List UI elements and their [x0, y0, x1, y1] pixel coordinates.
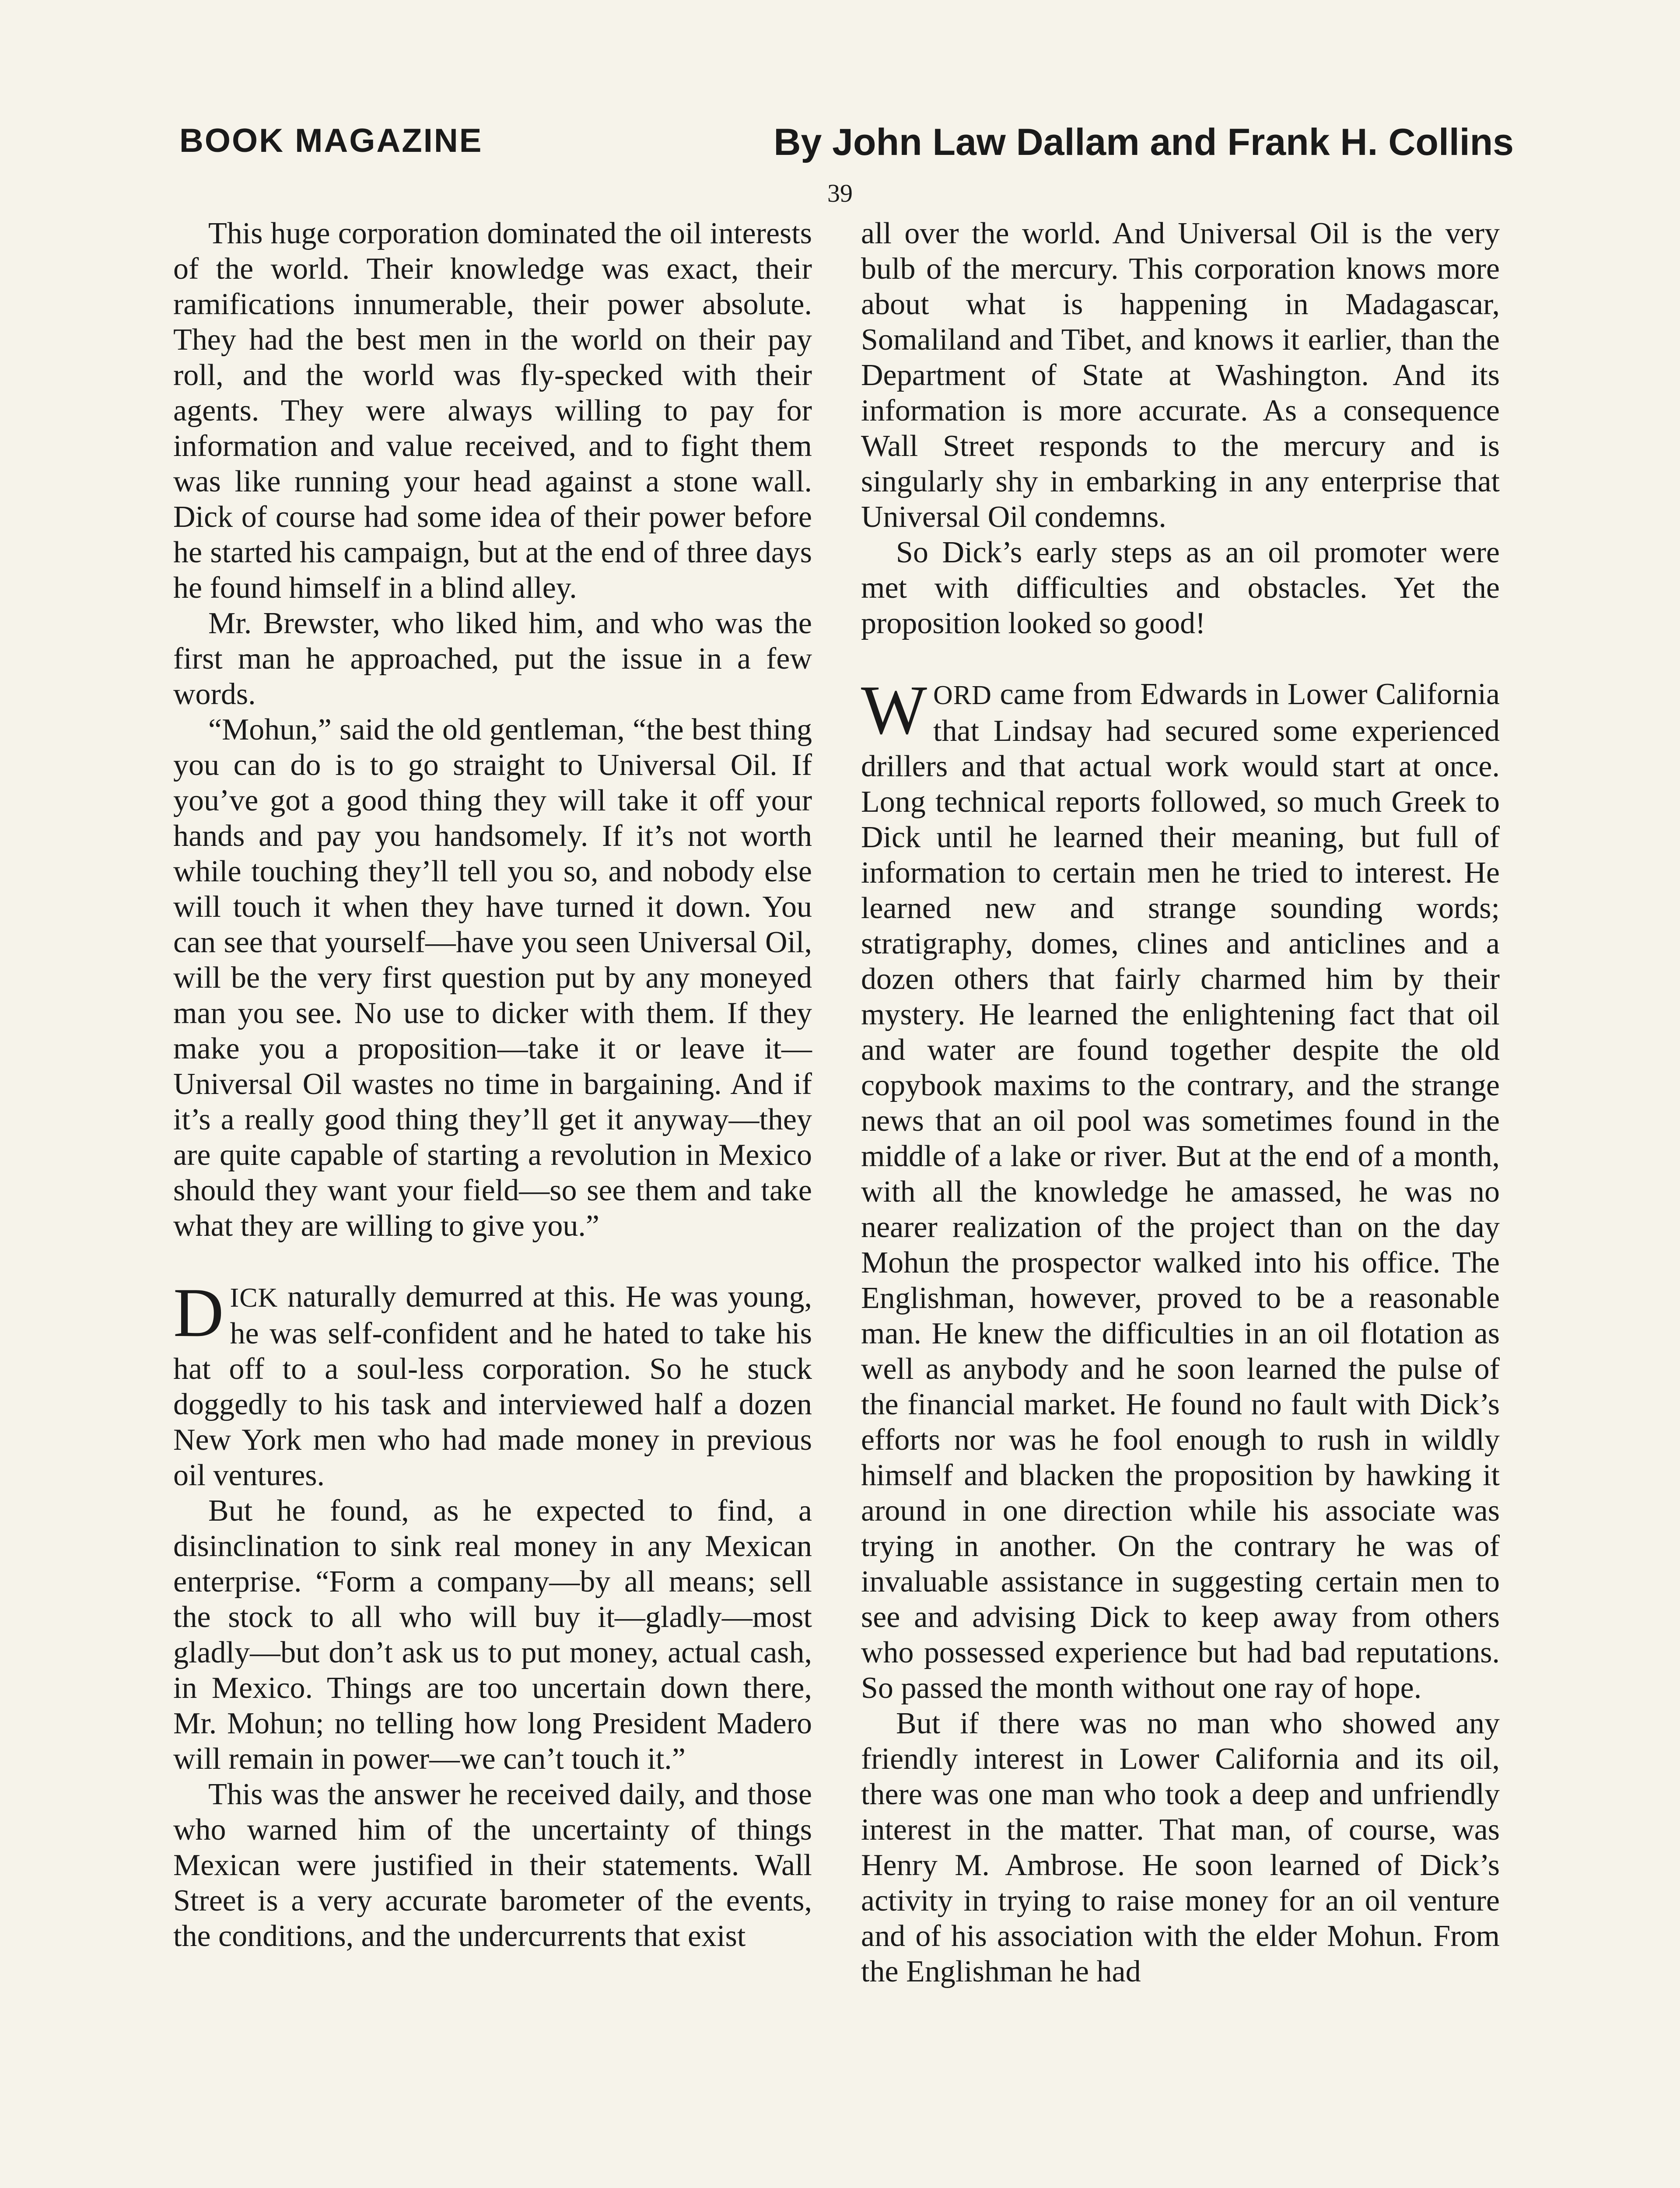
section-opening-paragraph	[173, 1273, 812, 1493]
paragraph: “Mohun,” said the old gentleman, “the best thing you can do is to go straight to Universal Oil. If you’ve got a good thing they will take it off your hands and pay you handsomely. If it’s not worth while touching they’ll tell you so, and nobody else will touch it when they have turned it down. You can see that yourself—have you seen Universal Oil, will be the very first question put by any moneyed man you see. No use to dicker with them. If they make you a proposition—take it or leave it—Universal Oil wastes no time in bargaining. And if it’s a really good thing they’ll get it anyway—they are quite capable of starting a revolution in Mexico should they want your field—so see them and take what they are willing to give you.”	[173, 713, 812, 1243]
paragraph: So Dick’s early steps as an oil promoter were met with difficulties and obstacles. Yet the proposition looked so good!	[861, 536, 1500, 640]
magazine-title: BOOK MAGAZINE	[179, 122, 483, 159]
byline: By John Law Dallam and Frank H. Collins	[774, 121, 1514, 163]
paragraph-text: naturally demurred at this. He was young, he was self-confident and he hated to take his hat off to a soul-less corporation. So he stuck doggedly to his task and interviewed half a dozen New York men who had made money in previous oil ventures.	[173, 1280, 812, 1492]
small-caps-lead: ICK	[230, 1283, 278, 1313]
right-column	[861, 216, 1500, 1989]
drop-cap: W	[861, 671, 928, 749]
small-caps-lead: ORD	[933, 680, 992, 710]
paragraph: But if there was no man who showed any friendly interest in Lower California and its oil, there was one man who took a deep and unfriendly interest in the matter. That man, of course, was Henry M. Ambrose. He soon learned of Dick’s activity in trying to raise money for an oil venture and of his association with the elder Mohun. From the Englishman he had	[861, 1707, 1500, 1988]
paragraph-text: came from Edwards in Lower California that Lindsay had secured some experienced drillers and that actual work would start at once. Long technical reports followed, so much Greek to Dick until he learned their meaning, but full of information to certain men he tried to interest. He learned new and strange sounding words; stratigraphy, domes, clines and anticlines and a dozen others that fairly charmed him by their mystery. He learned the enlightening fact that oil and water are found together despite the old copybook maxims to the contrary, and the strange news that an oil pool was sometimes found in the middle of a lake or river. But at the end of a month, with all the knowledge he amassed, he was no nearer realization of the project than on the day Mohun the prospector walked into his office. The Englishman, however, proved to be a reasonable man. He knew the difficulties in an oil flotation as well as anybody and he soon learned the pulse of the financial market. He found no fault with Dick’s efforts nor was he fool enough to rush in wildly himself and blacken the proposition by hawking it around in one direction while his associate was trying in another. On the contrary he was of invaluable assistance in suggesting certain men to see and advising Dick to keep away from others who possessed experience but had bad reputations. So passed the month without one ray of hope.	[861, 677, 1500, 1705]
paragraph: This was the answer he received daily, and those who warned him of the uncertainty of things Mexican were justified in their statements. Wall Street is a very accurate barometer of the events, the conditions, and the undercurrents that exist	[173, 1778, 812, 1953]
section-opening-paragraph	[861, 671, 1500, 1706]
page-number: 39	[827, 179, 853, 207]
paragraph: This huge corporation dominated the oil interests of the world. Their knowledge was exact, their ramifications innumerable, their power absolute. They had the best men in the world on their pay roll, and the world was fly-specked with their agents. They were always willing to pay for information and value received, and to fight them was like running your head against a stone wall. Dick of course had some idea of their power before he started his campaign, but at the end of three days he found himself in a blind alley.	[173, 217, 812, 605]
paragraph: But he found, as he expected to find, a disinclination to sink real money in any Mexican enterprise. “Form a company—by all means; sell the stock to all who will buy it—gladly—most gladly—but don’t ask us to put money, actual cash, in Mexico. Things are too uncertain down there, Mr. Mohun; no telling how long President Madero will remain in power—we can’t touch it.”	[173, 1494, 812, 1776]
drop-cap: D	[173, 1273, 224, 1351]
left-column	[173, 216, 812, 1954]
paragraph-continued: all over the world. And Universal Oil is the very bulb of the mercury. This corporation knows more about what is happening in Madagascar, Somaliland and Tibet, and knows it earlier, than the Department of State at Washington. And its information is more accurate. As a consequence Wall Street responds to the mercury and is singularly shy in embarking in any enterprise that Universal Oil condemns.	[861, 217, 1500, 534]
paragraph: Mr. Brewster, who liked him, and who was the first man he approached, put the issue in a few words.	[173, 607, 812, 711]
